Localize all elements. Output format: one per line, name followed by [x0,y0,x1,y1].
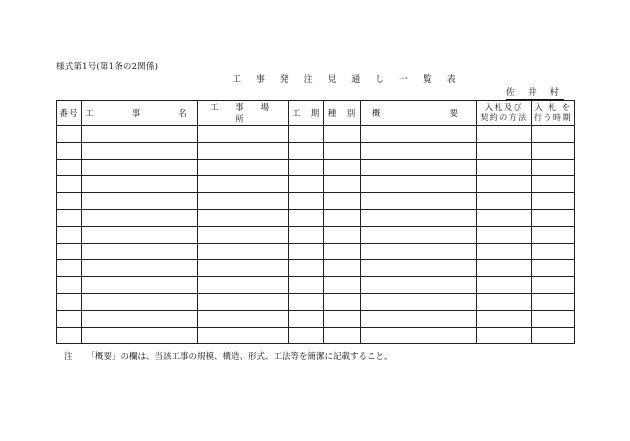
table-row [57,243,575,260]
column-header-number: 番号 [57,101,82,126]
cell-summary [361,243,477,260]
cell-type [324,226,361,243]
cell-contract [477,260,532,277]
cell-timing [532,126,575,143]
cell-place [198,277,289,294]
issuer-name: 佐 井 村 [506,85,564,100]
cell-no [57,293,82,310]
cell-summary [361,277,477,294]
cell-summary [361,226,477,243]
cell-type [324,209,361,226]
cell-no [57,193,82,210]
cell-period [289,277,324,294]
cell-contract [477,310,532,327]
cell-timing [532,327,575,344]
cell-timing [532,142,575,159]
table-row [57,159,575,176]
cell-timing [532,159,575,176]
cell-contract [477,327,532,344]
cell-type [324,142,361,159]
cell-contract [477,243,532,260]
cell-place [198,193,289,210]
cell-no [57,126,82,143]
cell-type [324,293,361,310]
cell-period [289,260,324,277]
form-number: 様式第1号(第1条の2関係) [56,62,159,72]
cell-no [57,327,82,344]
footnote-text: 「概要」の欄は、当該工事の規模、構造、形式、工法等を簡潔に記載すること。 [86,352,393,362]
column-header-period: 工 期 [289,101,324,126]
cell-name [82,193,198,210]
table-row [57,277,575,294]
column-header-construction-name: 工 事 名 [82,101,198,126]
cell-contract [477,142,532,159]
cell-contract [477,159,532,176]
cell-name [82,126,198,143]
cell-summary [361,176,477,193]
cell-period [289,209,324,226]
cell-name [82,277,198,294]
cell-contract [477,226,532,243]
column-header-contract-method [477,101,532,126]
column-header-bid-timing [532,101,575,126]
contract-method-line1: 入札及び [485,103,523,112]
cell-type [324,260,361,277]
cell-name [82,142,198,159]
cell-no [57,176,82,193]
cell-contract [477,293,532,310]
cell-place [198,327,289,344]
cell-place [198,176,289,193]
cell-name [82,159,198,176]
cell-place [198,159,289,176]
table-row [57,226,575,243]
cell-summary [361,310,477,327]
cell-place [198,142,289,159]
cell-timing [532,293,575,310]
cell-timing [532,260,575,277]
cell-period [289,226,324,243]
construction-outlook-table [56,100,575,344]
column-header-type: 種 別 [324,101,361,126]
cell-period [289,126,324,143]
cell-place [198,310,289,327]
cell-no [57,226,82,243]
cell-name [82,327,198,344]
cell-place [198,226,289,243]
cell-type [324,327,361,344]
cell-no [57,142,82,159]
document-title: 工 事 発 注 見 通 し 一 覧 表 [232,75,462,85]
cell-period [289,243,324,260]
cell-summary [361,293,477,310]
cell-period [289,176,324,193]
cell-timing [532,176,575,193]
cell-period [289,293,324,310]
cell-name [82,176,198,193]
table-header-row [57,101,575,126]
table-row [57,142,575,159]
table-body [57,126,575,344]
cell-timing [532,209,575,226]
cell-no [57,243,82,260]
cell-period [289,310,324,327]
cell-place [198,293,289,310]
column-header-summary: 概 要 [361,101,477,126]
cell-period [289,193,324,210]
bid-timing-line2: 行う時期 [534,113,572,122]
cell-period [289,142,324,159]
table-row [57,209,575,226]
cell-name [82,260,198,277]
table-row [57,260,575,277]
table-row [57,310,575,327]
cell-no [57,159,82,176]
cell-no [57,209,82,226]
cell-timing [532,243,575,260]
cell-type [324,277,361,294]
bid-timing-line1: 入 札 を [534,103,572,112]
cell-contract [477,126,532,143]
cell-name [82,209,198,226]
cell-type [324,159,361,176]
table-row [57,193,575,210]
table-row [57,126,575,143]
cell-summary [361,142,477,159]
cell-no [57,277,82,294]
cell-contract [477,193,532,210]
cell-type [324,176,361,193]
table-row [57,293,575,310]
cell-no [57,260,82,277]
cell-contract [477,176,532,193]
cell-type [324,310,361,327]
table-row [57,327,575,344]
cell-place [198,209,289,226]
footnote [64,350,393,362]
cell-period [289,159,324,176]
cell-summary [361,260,477,277]
cell-place [198,126,289,143]
cell-contract [477,277,532,294]
table-row [57,176,575,193]
cell-summary [361,126,477,143]
contract-method-line2: 契約の方法 [480,113,528,122]
cell-name [82,310,198,327]
cell-timing [532,310,575,327]
cell-type [324,126,361,143]
cell-name [82,243,198,260]
cell-timing [532,226,575,243]
cell-no [57,310,82,327]
cell-summary [361,193,477,210]
footnote-mark: 注 [64,352,73,362]
cell-type [324,243,361,260]
cell-summary [361,327,477,344]
column-header-construction-place: 工 事 場 所 [198,101,289,126]
cell-timing [532,193,575,210]
cell-name [82,293,198,310]
cell-contract [477,209,532,226]
cell-period [289,327,324,344]
cell-type [324,193,361,210]
cell-place [198,260,289,277]
cell-name [82,226,198,243]
cell-summary [361,209,477,226]
cell-timing [532,277,575,294]
cell-place [198,243,289,260]
cell-summary [361,159,477,176]
